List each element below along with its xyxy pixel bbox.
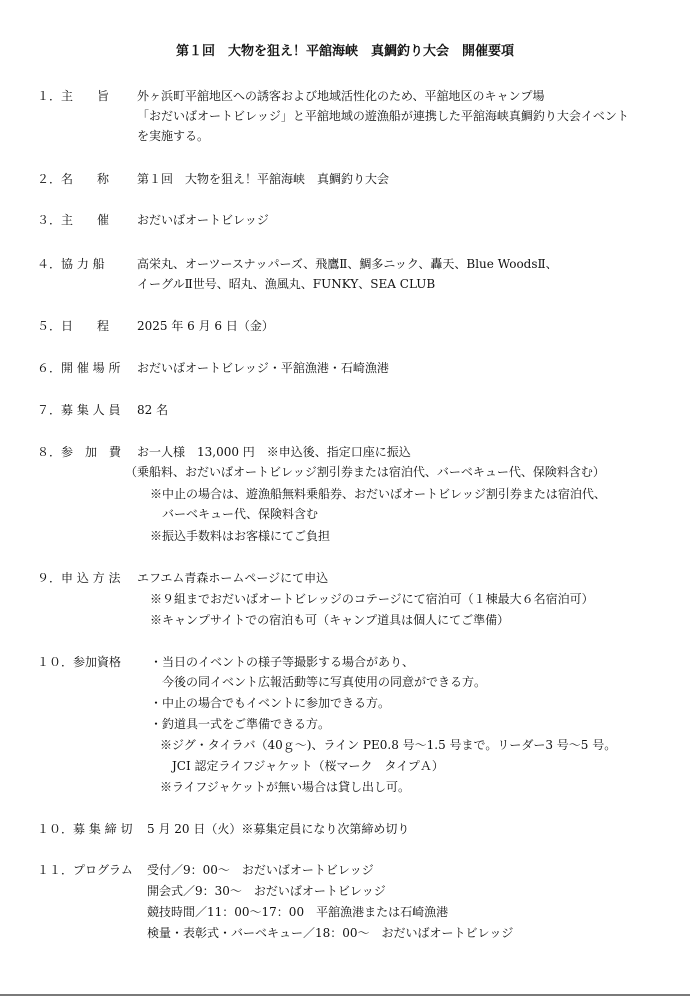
capacity-value: 82 名 (137, 403, 169, 417)
fee-line: お一人様 13,000 円 ※申込後、指定口座に振込 (137, 445, 411, 459)
item-number-capacity: ７．募 集 人 員 (37, 403, 121, 417)
item-number-deadline: １０．募 集 締 切 (37, 822, 133, 836)
item-number-purpose: １．主 旨 (37, 89, 110, 103)
purpose-line: を実施する。 (137, 129, 210, 143)
venue-value: おだいばオートビレッジ・平舘漁港・石崎漁港 (137, 361, 389, 375)
organizer-value: おだいばオートビレッジ (137, 213, 269, 227)
page-bottom-rule (0, 994, 690, 996)
item-number-boats: ４．協 力 船 (37, 257, 105, 271)
program-line: 競技時間／11：00～17：00 平舘漁港または石崎漁港 (147, 905, 449, 919)
application-line: エフエム青森ホームページにて申込 (137, 571, 329, 585)
item-number-name: ２．名 称 (37, 172, 110, 186)
date-value: 2025 年 6 月 6 日（金） (137, 319, 274, 333)
boats-line: 高栄丸、オーツースナッパーズ、飛鷹Ⅱ、鯛多ニック、轟天、Blue WoodsⅡ、 (137, 257, 558, 271)
item-number-fee: ８．参 加 費 (37, 445, 122, 459)
item-number-application: ９．申 込 方 法 (37, 571, 121, 585)
eligibility-line: 今後の同イベント広報活動等に写真使用の同意ができる方。 (162, 675, 487, 689)
item-number-venue: ６．開 催 場 所 (37, 361, 121, 375)
document-title: 第１回 大物を狙え！平舘海峡 真鯛釣り大会 開催要項 (175, 44, 514, 59)
event-name-value: 第１回 大物を狙え！平舘海峡 真鯛釣り大会 (137, 172, 390, 186)
boats-line: イーグルⅡ世号、昭丸、漁風丸、FUNKY、SEA CLUB (137, 277, 436, 291)
program-line: 開会式／9：30～ おだいばオートビレッジ (147, 884, 386, 898)
fee-line: （乗船料、おだいばオートビレッジ割引券または宿泊代、バーベキュー代、保険料含む） (125, 465, 605, 479)
item-number-program: １１．プログラム (37, 863, 133, 877)
item-number-date: ５．日 程 (37, 319, 110, 333)
deadline-value: 5 月 20 日（火）※募集定員になり次第締め切り (147, 822, 410, 836)
eligibility-note: JCI 認定ライフジャケット（桜マーク タイプＡ） (172, 759, 444, 773)
eligibility-line: ・中止の場合でもイベントに参加できる方。 (150, 696, 391, 710)
program-line: 検量・表彰式・バーベキュー／18：00～ おだいばオートビレッジ (147, 926, 514, 940)
program-line: 受付／9：00～ おだいばオートビレッジ (147, 863, 374, 877)
item-number-eligibility: １０．参加資格 (37, 655, 122, 669)
purpose-line: 「おだいばオートビレッジ」と平舘地域の遊漁船が連携した平舘海峡真鯛釣り大会イベント (137, 109, 629, 123)
eligibility-line: ・当日のイベントの様子等撮影する場合があり、 (150, 655, 415, 669)
fee-note: ※振込手数料はお客様にてご負担 (150, 529, 331, 543)
application-note: ※９組までおだいばオートビレッジのコテージにて宿泊可（１棟最大６名宿泊可） (150, 592, 594, 606)
application-note: ※キャンプサイトでの宿泊も可（キャンプ道具は個人にてご準備） (150, 613, 510, 627)
item-number-organizer: ３．主 催 (37, 213, 110, 227)
eligibility-note: ※ジグ・タイラバ（40ｇ～)、ライン PE0.8 号～1.5 号まで。リーダー3 号～5 号。 (160, 738, 617, 752)
purpose-line: 外ヶ浜町平舘地区への誘客および地域活性化のため、平舘地区のキャンプ場 (137, 89, 545, 103)
eligibility-note: ※ライフジャケットが無い場合は貸し出し可。 (160, 780, 410, 794)
fee-note: バーベキュー代、保険料含む (162, 507, 319, 521)
fee-note: ※中止の場合は、遊漁船無料乗船券、おだいばオートビレッジ割引券または宿泊代、 (150, 487, 606, 501)
eligibility-line: ・釣道具一式をご準備できる方。 (150, 717, 331, 731)
